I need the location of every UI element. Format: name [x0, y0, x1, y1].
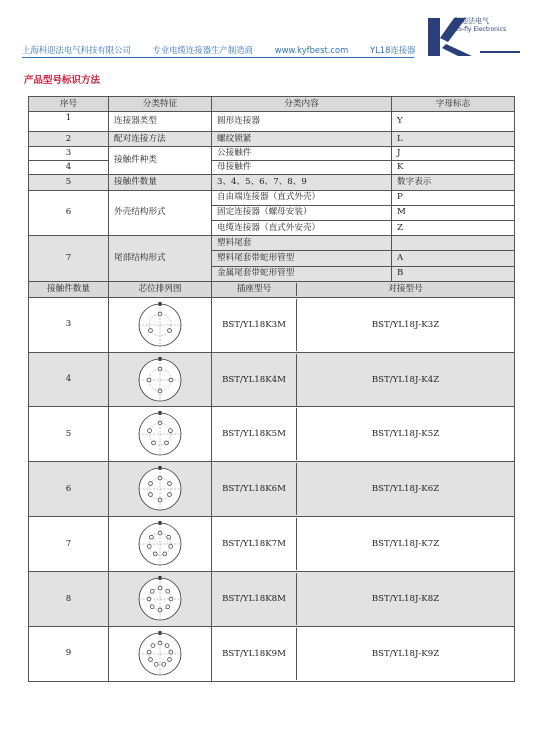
pin-layout-icon — [132, 574, 188, 624]
header-layout: 芯位排列图 — [109, 281, 212, 297]
header-feature: 分类特征 — [109, 97, 212, 112]
row-code: K — [392, 161, 515, 175]
product-series: YL18连接器 — [369, 45, 416, 55]
header-socket-mate — [212, 281, 515, 297]
table-row — [29, 627, 515, 645]
socket-mate-cell — [212, 352, 515, 407]
header-code: 字母标志 — [392, 97, 515, 112]
row-content: 公接触件 — [212, 147, 392, 161]
contact-count: 9 — [29, 627, 109, 682]
model-code-table — [28, 96, 515, 682]
row-no: 3 — [29, 147, 109, 161]
socket-model: BST/YL18K5M — [212, 408, 297, 460]
header-socket: 插座型号 — [212, 283, 297, 296]
socket-mate-cell — [212, 407, 515, 462]
row-code: J — [392, 147, 515, 161]
row-content: 螺纹锁紧 — [212, 132, 392, 147]
table-row — [29, 190, 515, 205]
table-row — [29, 572, 515, 590]
table-row — [29, 352, 515, 370]
logo-en-text: Co-fly Electronics — [454, 26, 507, 33]
pin-layout-icon — [132, 300, 188, 350]
mate-model: BST/YL18J-K5Z — [371, 429, 440, 440]
row-no: 5 — [29, 175, 109, 190]
row-feature: 接触件种类 — [109, 147, 212, 175]
row-content: 电缆连接器（直式外安壳） — [212, 220, 392, 235]
row-code: P — [392, 190, 515, 205]
row-content: 塑料尾套带蛇形管型 — [212, 251, 392, 266]
row-content: 圆形连接器 — [212, 112, 392, 132]
pin-layout-diagram — [109, 517, 212, 572]
table-row — [29, 236, 515, 251]
table-row — [29, 147, 515, 161]
pin-layout-diagram — [109, 627, 212, 682]
row-no: 4 — [29, 161, 109, 175]
page-header — [0, 0, 537, 60]
socket-mate-cell — [212, 462, 515, 517]
company-slogan: 专业电缆连接器生产制造商 — [152, 45, 254, 55]
row-no: 2 — [29, 132, 109, 147]
row-feature: 连接器类型 — [109, 112, 212, 132]
row-code: A — [392, 251, 515, 266]
table-row — [29, 132, 515, 147]
row-code — [392, 236, 515, 251]
section-title: 产品型号标识方法 — [24, 75, 101, 86]
row-content: 3、4、5、6、7、8、9 — [212, 175, 392, 190]
header-mate: 对接型号 — [388, 283, 423, 294]
row-feature: 接触件数量 — [109, 175, 212, 190]
connector-table — [29, 281, 515, 297]
pin-layout-icon — [132, 409, 188, 459]
row-content: 自由端连接器（直式外壳） — [212, 190, 392, 205]
pin-layout-diagram — [109, 462, 212, 517]
row-code: L — [392, 132, 515, 147]
mate-model: BST/YL18J-K3Z — [371, 319, 440, 330]
socket-mate-cell — [212, 572, 515, 627]
row-no: 6 — [29, 190, 109, 236]
pin-layout-icon — [132, 355, 188, 405]
table2-header-row — [29, 281, 515, 297]
mate-model: BST/YL18J-K6Z — [371, 484, 440, 495]
contact-count: 3 — [29, 297, 109, 352]
pin-layout-icon — [132, 629, 188, 679]
row-code: Z — [392, 220, 515, 235]
row-code: B — [392, 266, 515, 281]
mate-model: BST/YL18J-K7Z — [371, 539, 440, 550]
table-row — [29, 462, 515, 480]
socket-model: BST/YL18K4M — [212, 354, 297, 406]
mate-model: BST/YL18J-K9Z — [371, 648, 440, 659]
contact-count: 8 — [29, 572, 109, 627]
socket-mate-cell — [212, 627, 515, 682]
socket-mate-cell — [212, 517, 515, 572]
row-code: M — [392, 205, 515, 220]
header-count: 接触件数量 — [29, 281, 109, 297]
contact-count: 6 — [29, 462, 109, 517]
pin-layout-diagram — [109, 352, 212, 407]
row-no: 1 — [29, 112, 109, 132]
pin-layout-diagram — [109, 572, 212, 627]
row-feature: 配对连接方法 — [109, 132, 212, 147]
table-row — [29, 175, 515, 190]
row-content: 塑料尾套 — [212, 236, 392, 251]
pin-layout-diagram — [109, 407, 212, 462]
header-no: 序号 — [29, 97, 109, 112]
mate-model: BST/YL18J-K4Z — [371, 374, 440, 385]
socket-model: BST/YL18K8M — [212, 573, 297, 625]
pin-layout-icon — [132, 519, 188, 569]
mate-model: BST/YL18J-K8Z — [371, 594, 440, 605]
row-code: Y — [392, 112, 515, 132]
pin-layout-icon — [132, 464, 188, 514]
header-content: 分类内容 — [212, 97, 392, 112]
row-content: 母接触件 — [212, 161, 392, 175]
table-row — [29, 297, 515, 315]
pin-layout-diagram — [109, 297, 212, 352]
socket-model: BST/YL18K6M — [212, 463, 297, 515]
row-feature: 外壳结构形式 — [109, 190, 212, 236]
company-website[interactable]: www.kyfbest.com — [274, 45, 349, 55]
contact-count: 4 — [29, 352, 109, 407]
table-row — [29, 112, 515, 132]
socket-model: BST/YL18K7M — [212, 518, 297, 570]
header-divider — [22, 57, 414, 58]
socket-model: BST/YL18K3M — [212, 299, 297, 351]
table1-header-row — [29, 97, 515, 112]
table-row — [29, 161, 515, 175]
socket-mate-cell — [212, 297, 515, 352]
table-row — [29, 517, 515, 535]
contact-count: 5 — [29, 407, 109, 462]
socket-model: BST/YL18K9M — [212, 628, 297, 680]
company-name: 上海科迎法电气科技有限公司 — [22, 45, 131, 55]
logo-cn-text: 科迎法电气 — [454, 17, 489, 25]
row-content: 金属尾套带蛇形管型 — [212, 266, 392, 281]
contact-count: 7 — [29, 517, 109, 572]
row-code: 数字表示 — [392, 175, 515, 190]
header-text — [22, 44, 435, 56]
row-no: 7 — [29, 236, 109, 282]
table-row — [29, 407, 515, 425]
row-content: 固定连接器（螺母安装） — [212, 205, 392, 220]
row-feature: 尾部结构形式 — [109, 236, 212, 282]
